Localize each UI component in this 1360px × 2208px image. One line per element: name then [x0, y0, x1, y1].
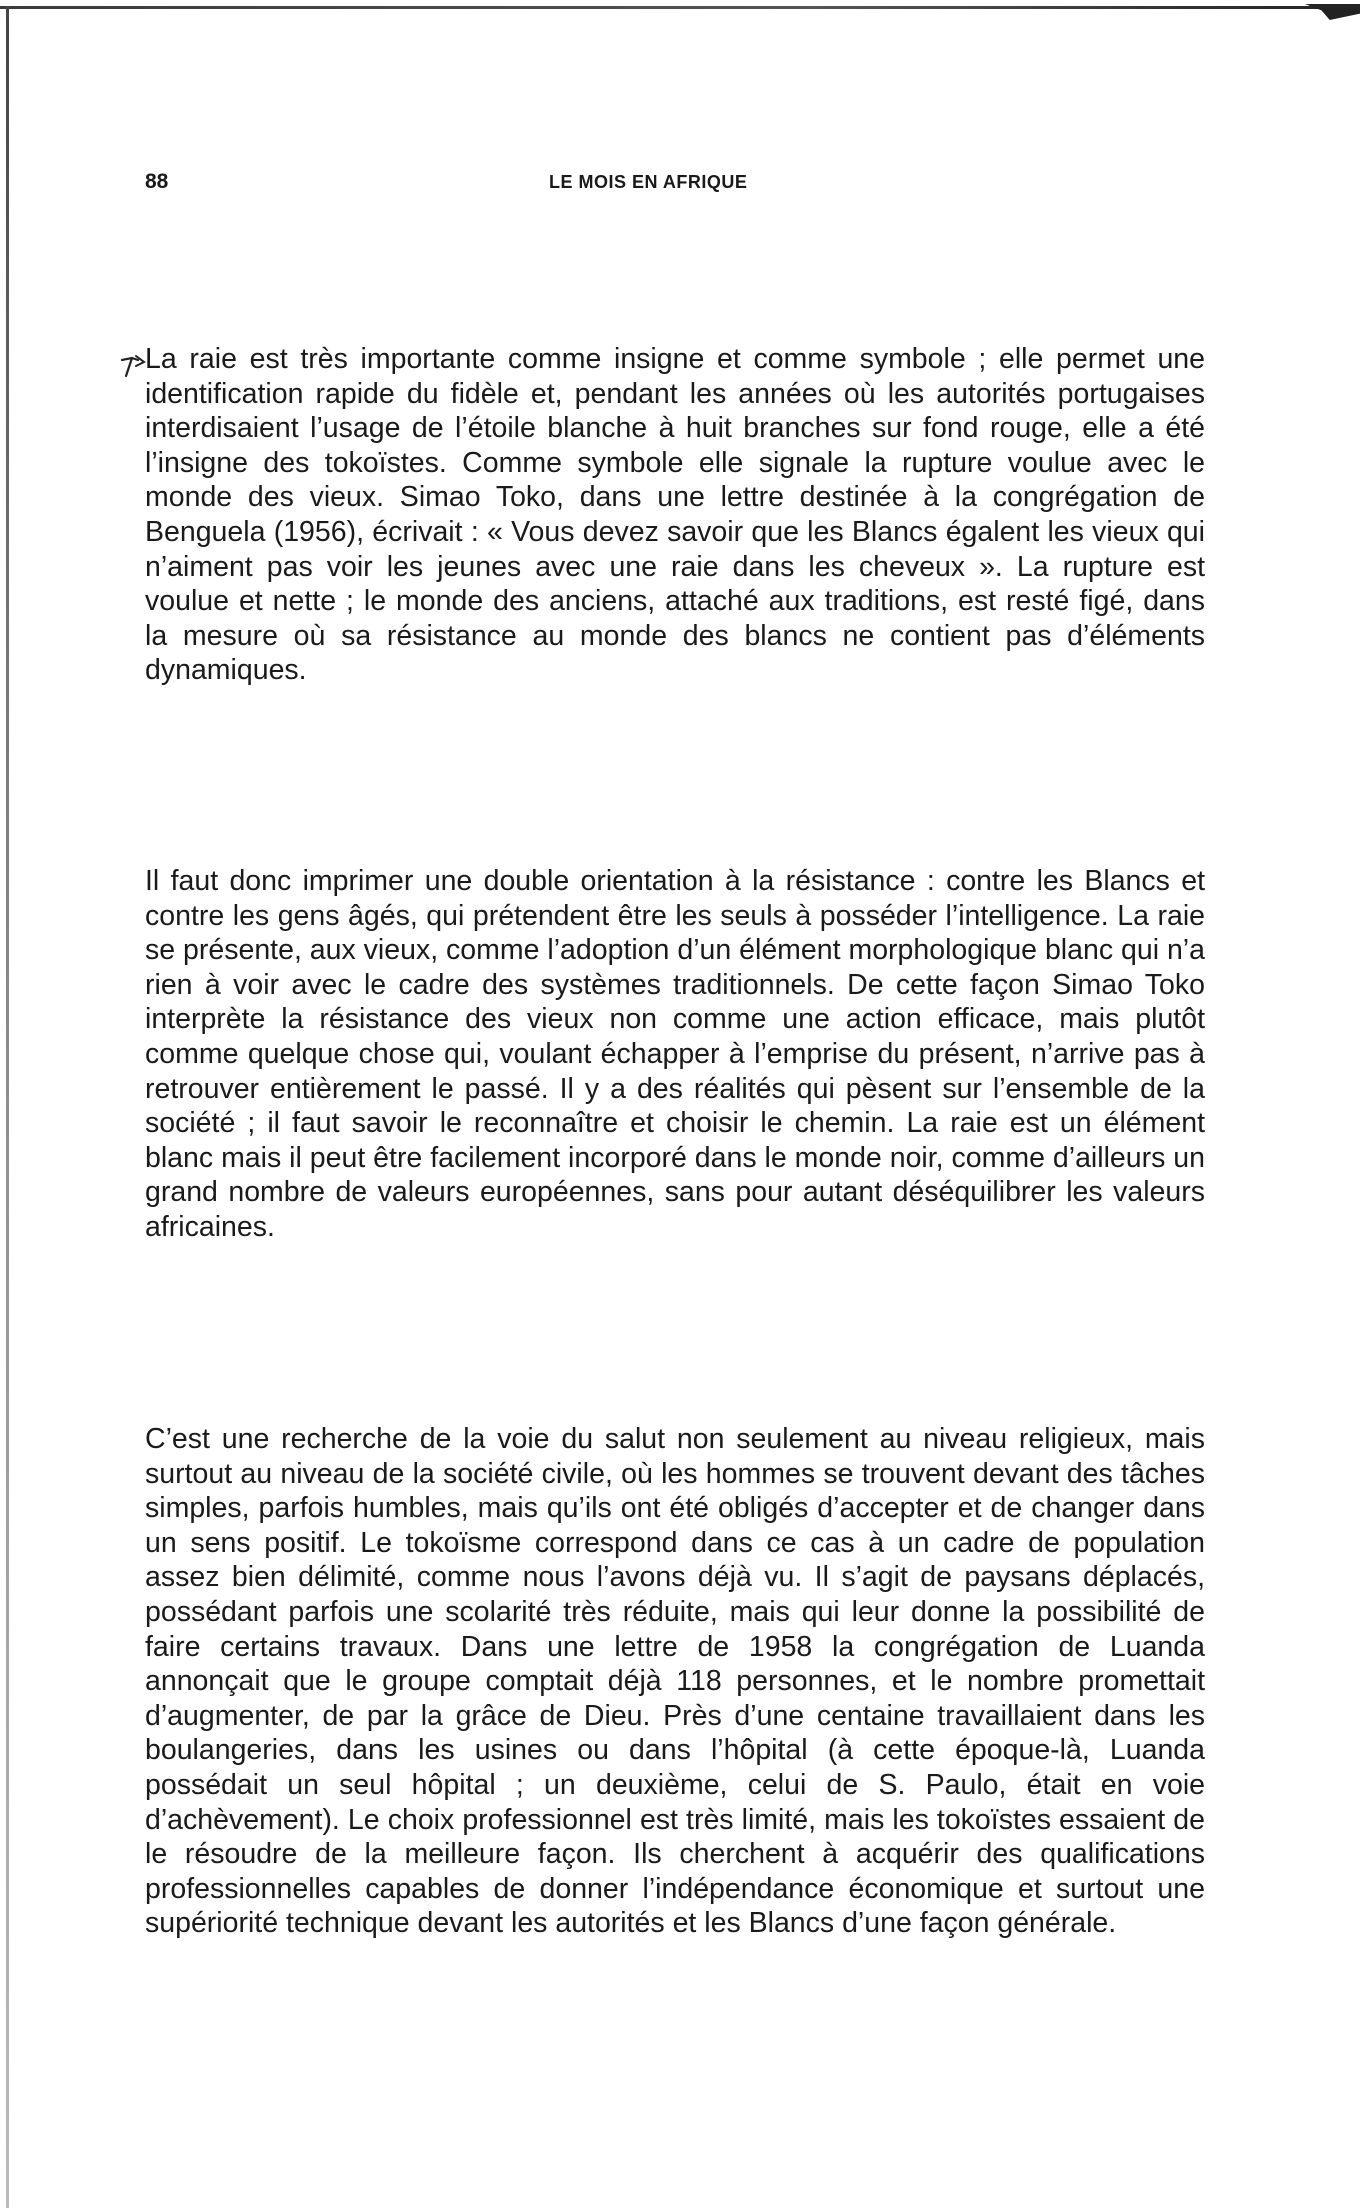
page-number: 88: [145, 170, 169, 193]
page-header: [145, 170, 1205, 198]
scan-top-edge: [0, 6, 1360, 9]
running-head: LE MOIS EN AFRIQUE: [549, 172, 748, 192]
body-paragraph-2: Il faut donc imprimer une double orientation à la résistance : contre les Blancs et contre les gens âgés, qui prétendent être les seuls à posséder l’intelligence. La raie se présente, aux vieux, comme l’adoption d’un élément morphologique blanc qui n’a rien à voir avec le cadre des systèmes traditionnels. De cette façon Simao Toko interprète la résistance des vieux non comme une action efficace, mais plutôt comme quelque chose qui, voulant échapper à l’emprise du présent, n’arrive pas à retrouver entièrement le passé. Il y a des réalités qui pèsent sur l’ensemble de la société ; il faut savoir le reconnaître et choisir le chemin. La raie est un élément blanc mais il peut être facilement incorporé dans le monde noir, comme d’ailleurs un grand nombre de valeurs européennes, sans pour autant déséquilibrer les valeurs africaines.: [145, 865, 1205, 1243]
handwritten-margin-mark-icon: [120, 352, 148, 378]
scan-corner-mark: [1305, 4, 1360, 20]
body-paragraph-1: La raie est très importante comme insigne et comme symbole ; elle permet une identification rapide du fidèle et, pendant les années où les autorités portugaises interdisaient l’usage de l’étoile blanche à huit branches sur fond rouge, elle a été l’insigne des tokoïstes. Comme symbole elle signale la rupture voulue avec le monde des vieux. Simao Toko, dans une lettre destinée à la congrégation de Benguela (1956), écrivait : « Vous devez savoir que les Blancs égalent les vieux qui n’aiment pas voir les jeunes avec une raie dans les cheveux ». La rupture est voulue et nette ; le monde des anciens, attaché aux traditions, est resté figé, dans la mesure où sa résistance au monde des blancs ne contient pas d’éléments dynamiques.: [145, 343, 1205, 687]
body-paragraph-3: C’est une recherche de la voie du salut non seulement au niveau religieux, mais surtout au niveau de la société civile, où les hommes se trouvent devant des tâches simples, parfois humbles, mais qu’ils ont été obligés d’accepter et de changer dans un sens positif. Le tokoïsme correspond dans ce cas à un cadre de population assez bien délimité, comme nous l’avons déjà vu. Il s’agit de paysans déplacés, possédant parfois une scolarité très réduite, mais qui leur donne la possibilité de faire certains travaux. Dans une lettre de 1958 la congrégation de Luanda annonçait que le groupe comptait déjà 118 personnes, et le nombre promettait d’augmenter, de par la grâce de Dieu. Près d’une centaine travaillaient dans les boulangeries, dans les usines ou dans l’hôpital (à cette époque-là, Luanda possédait un seul hôpital ; un deuxième, celui de S. Paulo, était en voie d’achèvement). Le choix professionnel est très limité, mais les tokoïstes essaient de le résoudre de la meilleure façon. Ils cherchent à acquérir des qualifications professionnelles capables de donner l’indépendance économique et surtout une supériorité technique devant les autorités et les Blancs d’une façon générale.: [145, 1423, 1205, 1940]
scan-left-edge: [6, 6, 9, 2208]
